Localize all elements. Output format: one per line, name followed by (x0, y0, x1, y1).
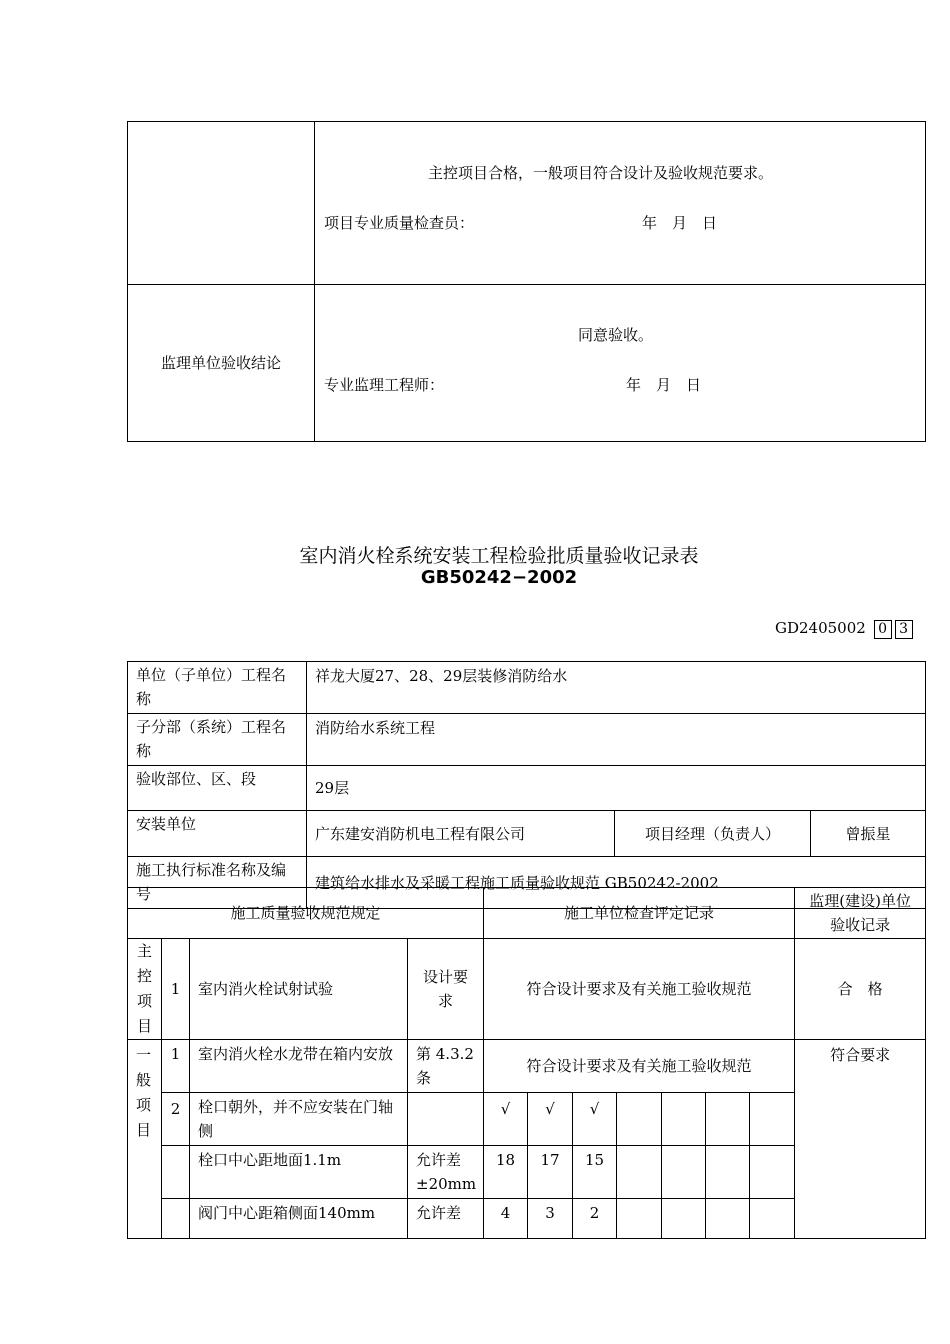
general-row3-empty-5 (662, 1146, 706, 1199)
form-standard: GB50242−2002 (420, 567, 578, 588)
date-1: 年 月 日 (642, 214, 718, 232)
engineer-label: 专业监理工程师： (324, 376, 445, 394)
info-table (127, 661, 926, 909)
general-items-label (128, 1040, 162, 1239)
main-item-record: 符合设计要求及有关施工验收规范 (484, 939, 795, 1040)
general-row3-req: 允许差±20mm (408, 1146, 484, 1199)
supervision-cell (315, 285, 926, 442)
inspection-table (127, 887, 926, 1239)
general-row4-empty-6 (706, 1199, 750, 1239)
unit-label: 安装单位 (128, 811, 307, 857)
top-table (127, 121, 926, 442)
general-row2-empty-6 (706, 1093, 750, 1146)
inspector-label: 项目专业质量检查员： (324, 214, 475, 232)
general-row2-mark-2: √ (528, 1093, 573, 1146)
form-title: 室内消火栓系统安装工程检验批质量验收记录表 (299, 545, 699, 567)
general-row4-val-1: 4 (484, 1199, 528, 1239)
general-row3-empty-7 (750, 1146, 795, 1199)
general-row2-empty-5 (662, 1093, 706, 1146)
unit-value: 广东建安消防机电工程有限公司 (307, 811, 615, 857)
project-value: 祥龙大厦27、28、29层装修消防给水 (307, 662, 926, 714)
code-box-1: 0 (874, 620, 892, 639)
general-row3-val-1: 18 (484, 1146, 528, 1199)
manager-value: 曾振星 (811, 811, 926, 857)
main-item-result: 合 格 (795, 939, 926, 1040)
general-row3-item: 栓口中心距地面1.1m (190, 1146, 408, 1199)
general-row2-no: 2 (162, 1093, 190, 1146)
general-row2-item: 栓口朝外，并不应安装在门轴侧 (190, 1093, 408, 1146)
general-items-label-text: 一般项目 (136, 1046, 152, 1139)
general-row1-no: 1 (162, 1040, 190, 1093)
code-box-2: 3 (895, 620, 913, 639)
supervision-conclusion-label: 监理单位验收结论 (128, 285, 315, 442)
part-label: 验收部位、区、段 (128, 766, 307, 811)
general-row2-empty-4 (617, 1093, 662, 1146)
general-row4-empty-4 (617, 1199, 662, 1239)
general-row1-record: 符合设计要求及有关施工验收规范 (484, 1040, 795, 1093)
main-items-label: 主控项目 (128, 939, 162, 1040)
general-row2-empty-7 (750, 1093, 795, 1146)
date-2: 年 月 日 (626, 376, 702, 394)
check-header: 施工单位检查评定记录 (484, 888, 795, 939)
general-row3-val-3: 15 (573, 1146, 617, 1199)
general-row4-val-3: 2 (573, 1199, 617, 1239)
general-row2-mark-1: √ (484, 1093, 528, 1146)
general-row2-req (408, 1093, 484, 1146)
general-row3-val-2: 17 (528, 1146, 573, 1199)
standard-label: 施工执行标准名称及编号 (128, 857, 307, 909)
general-row3-empty-6 (706, 1146, 750, 1199)
top-right-cell (315, 122, 926, 285)
general-row4-empty-5 (662, 1199, 706, 1239)
main-item-no: 1 (162, 939, 190, 1040)
general-row4-req: 允许差 (408, 1199, 484, 1239)
subsystem-value: 消防给水系统工程 (307, 714, 926, 766)
general-row1-item: 室内消火栓水龙带在箱内安放 (190, 1040, 408, 1093)
project-label: 单位（子单位）工程名称 (128, 662, 307, 714)
subsystem-label: 子分部（系统）工程名称 (128, 714, 307, 766)
general-row3-empty-4 (617, 1146, 662, 1199)
part-value: 29层 (307, 766, 926, 811)
general-row1-req: 第 4.3.2 条 (408, 1040, 484, 1093)
general-row4-val-2: 3 (528, 1199, 573, 1239)
manager-label: 项目经理（负责人） (615, 811, 811, 857)
agree-text: 同意验收。 (578, 326, 654, 344)
main-item-req: 设计要求 (408, 939, 484, 1040)
general-row4-empty-7 (750, 1199, 795, 1239)
supervision-header: 监理(建设)单位验收记录 (795, 888, 926, 939)
spec-header: 施工质量验收规范规定 (128, 888, 484, 939)
standard-value: 建筑给水排水及采暖工程施工质量验收规范 GB50242-2002 (307, 857, 926, 909)
general-row2-mark-3: √ (573, 1093, 617, 1146)
form-code (775, 619, 913, 639)
general-result: 符合要求 (795, 1040, 926, 1239)
general-row3-no (162, 1146, 190, 1199)
conclusion-text: 主控项目合格，一般项目符合设计及验收规范要求。 (428, 164, 774, 182)
top-left-cell (128, 122, 315, 285)
main-item-name: 室内消火栓试射试验 (190, 939, 408, 1040)
code-prefix: GD2405002 (775, 619, 866, 637)
general-row4-no (162, 1199, 190, 1239)
general-row4-item: 阀门中心距箱侧面140mm (190, 1199, 408, 1239)
